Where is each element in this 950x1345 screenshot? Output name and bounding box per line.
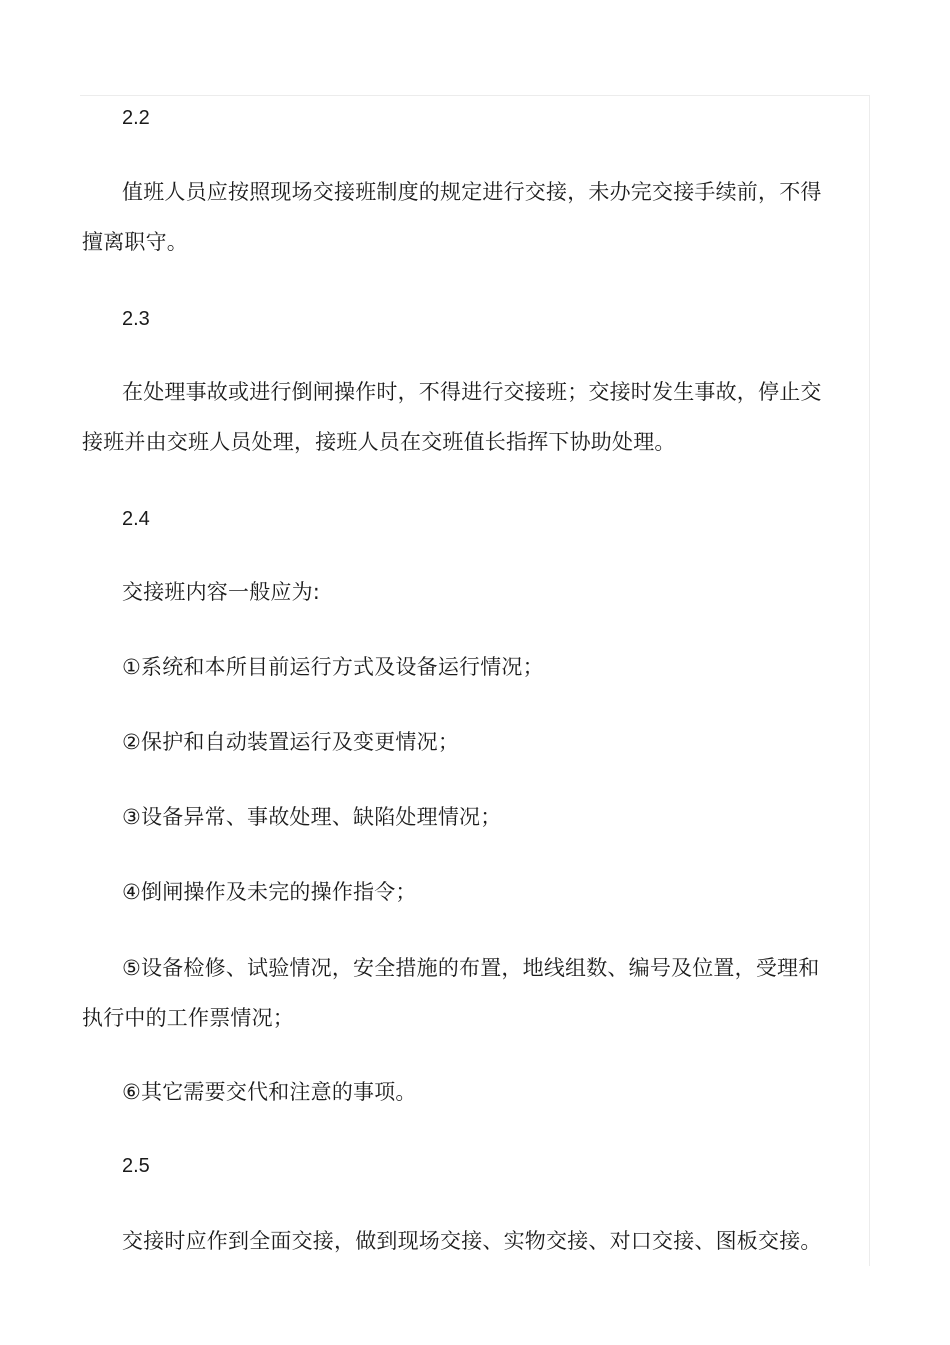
section-number-2-3: 2.3 — [122, 308, 150, 330]
list-item-6: ⑥其它需要交代和注意的事项。 — [122, 1080, 417, 1104]
paragraph-2-4-intro: 交接班内容一般应为: — [122, 580, 321, 604]
list-item-5: ⑤设备检修、试验情况，安全措施的布置，地线组数、编号及位置，受理和执行中的工作票情况； — [82, 956, 820, 1030]
section-number-2-5: 2.5 — [122, 1155, 150, 1177]
list-item-3: ③设备异常、事故处理、缺陷处理情况； — [122, 805, 502, 829]
paragraph-2-3: 在处理事故或进行倒闸操作时，不得进行交接班；交接时发生事故，停止交接班并由交班人员处理，接班人员在交班值长指挥下协助处理。 — [82, 380, 822, 454]
list-item-2: ②保护和自动装置运行及变更情况； — [122, 730, 460, 754]
list-item-4: ④倒闸操作及未完的操作指令； — [122, 880, 417, 904]
section-number-2-4: 2.4 — [122, 508, 150, 530]
list-item-1: ①系统和本所目前运行方式及设备运行情况； — [122, 655, 544, 679]
paragraph-2-5: 交接时应作到全面交接，做到现场交接、实物交接、对口交接、图板交接。 — [122, 1229, 822, 1253]
paragraph-2-2: 值班人员应按照现场交接班制度的规定进行交接，未办完交接手续前，不得擅离职守。 — [82, 180, 822, 254]
section-number-2-2: 2.2 — [122, 107, 150, 129]
